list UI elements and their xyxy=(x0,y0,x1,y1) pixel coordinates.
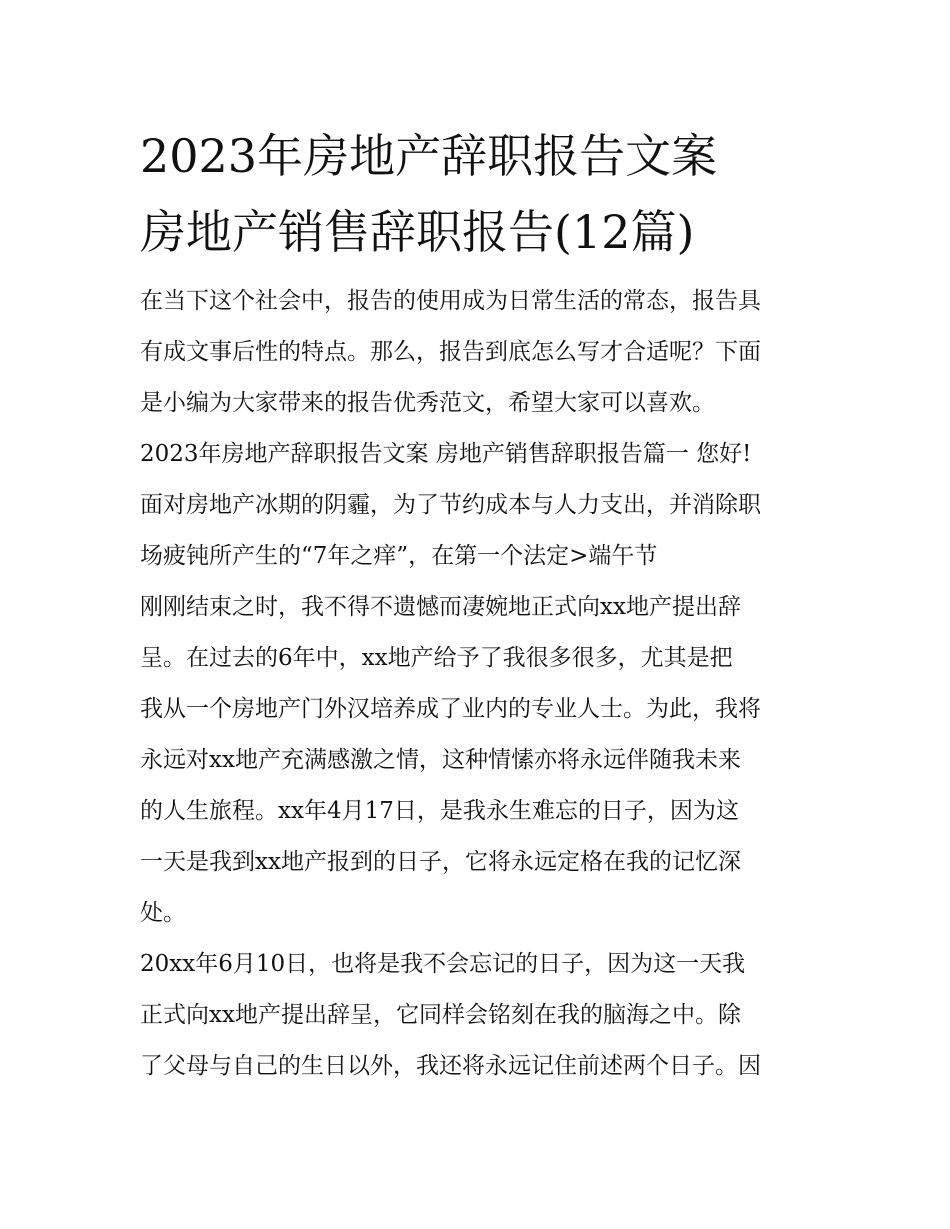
title-line-2: 房地产销售辞职报告(12篇) xyxy=(140,205,695,259)
body-line: 在当下这个社会中，报告的使用成为日常生活的常态，报告具 xyxy=(140,288,761,314)
document-page xyxy=(140,118,820,1092)
document-title xyxy=(140,118,820,270)
body-line: 的人生旅程。xx年4月17日，是我永生难忘的日子，因为这 xyxy=(140,798,739,824)
body-line: 处。 xyxy=(140,900,186,926)
body-line: 有成文事后性的特点。那么，报告到底怎么写才合适呢？下面 xyxy=(140,339,761,365)
body-line: 我从一个房地产门外汉培养成了业内的专业人士。为此，我将 xyxy=(140,696,761,722)
body-line: 2023年房地产辞职报告文案 房地产销售辞职报告篇一 您好! xyxy=(140,441,752,467)
body-line: 一天是我到xx地产报到的日子，它将永远定格在我的记忆深 xyxy=(140,849,741,875)
body-line: 正式向xx地产提出辞呈，它同样会铭刻在我的脑海之中。除 xyxy=(140,1002,741,1028)
body-line: 了父母与自己的生日以外，我还将永远记住前述两个日子。因 xyxy=(140,1053,761,1079)
body-line: 呈。在过去的6年中，xx地产给予了我很多很多，尤其是把 xyxy=(140,645,733,671)
body-line: 面对房地产冰期的阴霾，为了节约成本与人力支出，并消除职 xyxy=(140,492,761,518)
body-line: 是小编为大家带来的报告优秀范文，希望大家可以喜欢。 xyxy=(140,390,715,416)
body-line: 场疲钝所产生的“7年之痒”，在第一个法定>端午节 xyxy=(140,543,658,569)
body-line: 20xx年6月10日，也将是我不会忘记的日子，因为这一天我 xyxy=(140,951,746,977)
title-line-1: 2023年房地产辞职报告文案 xyxy=(140,129,718,183)
body-line: 刚刚结束之时，我不得不遗憾而凄婉地正式向xx地产提出辞 xyxy=(140,594,741,620)
document-body xyxy=(140,276,820,1092)
body-line: 永远对xx地产充满感激之情，这种情愫亦将永远伴随我未来 xyxy=(140,747,741,773)
